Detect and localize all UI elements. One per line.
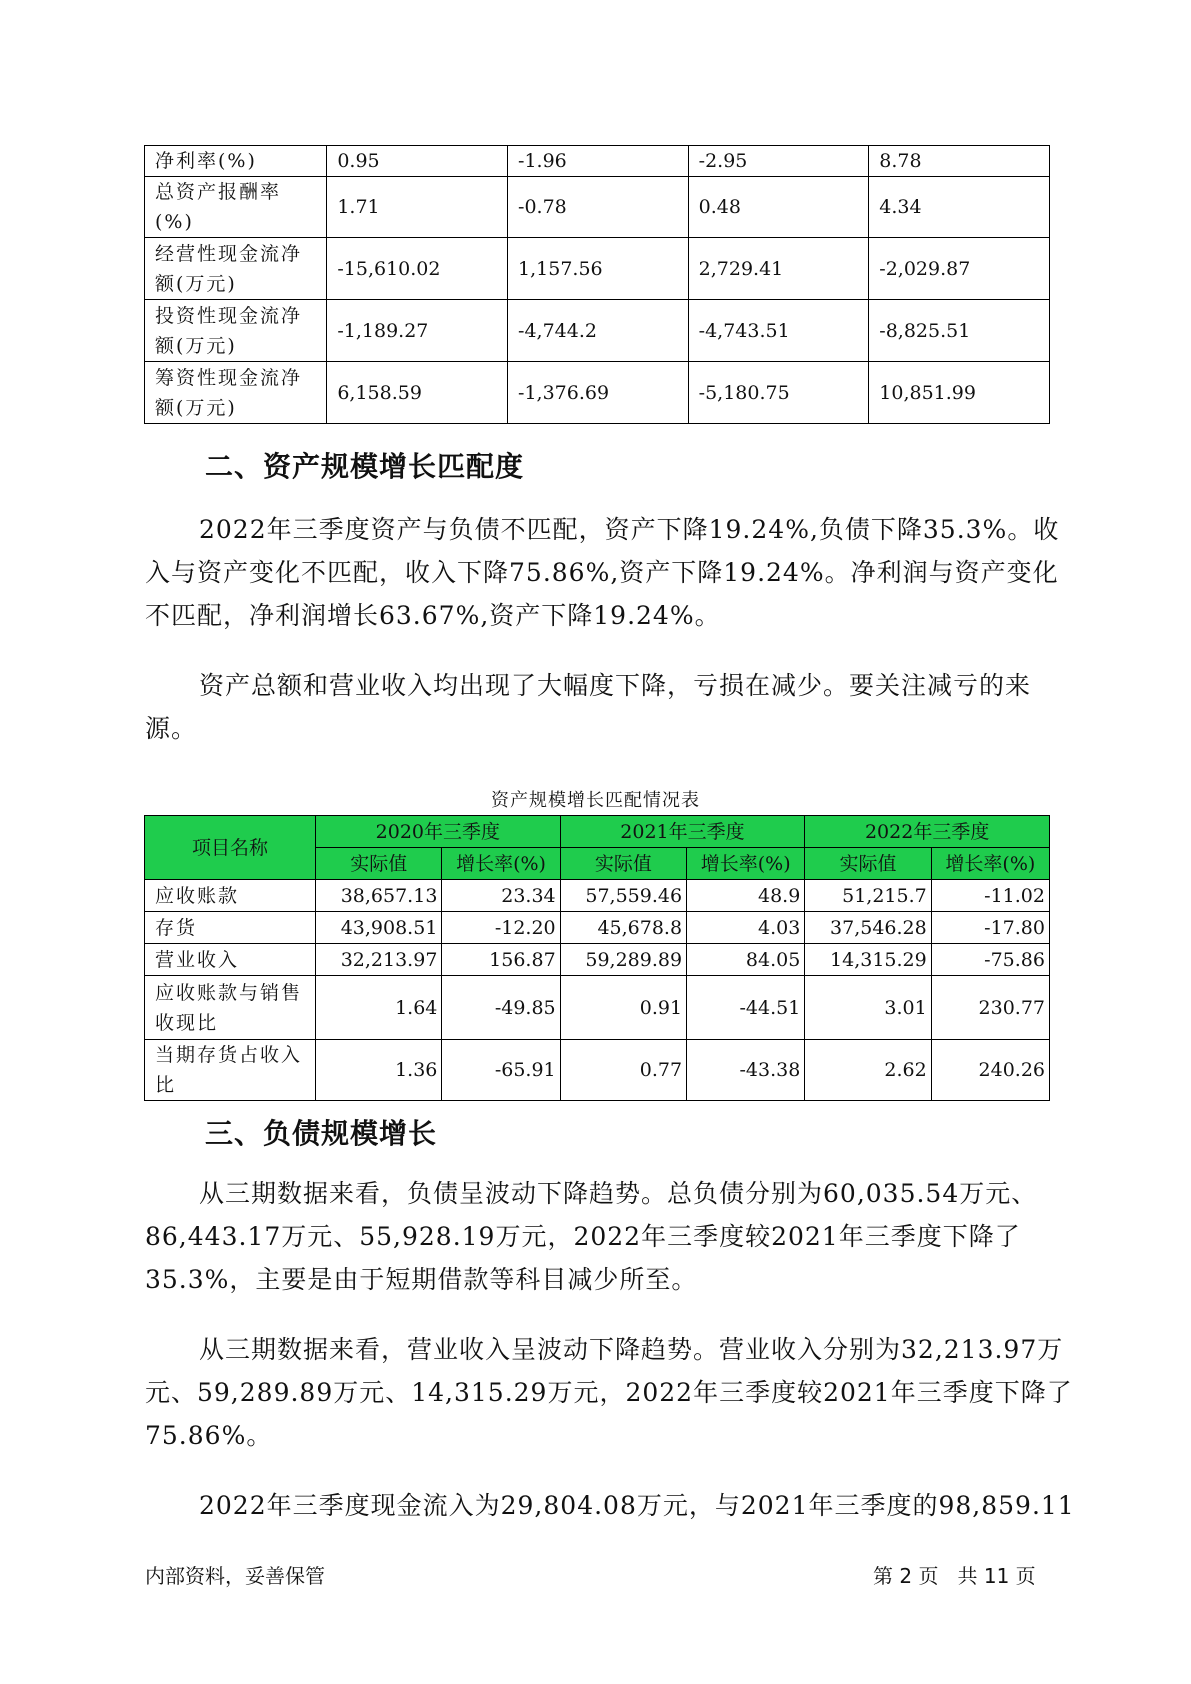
table-cell: -4,744.2 [508,300,689,362]
row-label: 净利率(%) [145,146,327,177]
table-cell: 0.95 [327,146,508,177]
table-cell: 38,657.13 [316,880,442,912]
table-cell: 37,546.28 [805,912,931,944]
table-cell: -15,610.02 [327,238,508,300]
table-cell: 59,289.89 [560,944,686,976]
table-cell: 45,678.8 [560,912,686,944]
table-row [145,1040,1050,1101]
row-label: 应收账款 [145,880,316,912]
page-number: 第 2 页 共 11 页 [873,1564,1036,1588]
table-cell: -5,180.75 [688,362,869,424]
table-cell: -43.38 [687,1040,805,1101]
table-row [145,944,1050,976]
table-cell: 0.91 [560,976,686,1040]
table-cell: 32,213.97 [316,944,442,976]
table-row [145,362,1050,424]
table-cell: -11.02 [931,880,1049,912]
table-cell: 8.78 [869,146,1050,177]
table-cell: 84.05 [687,944,805,976]
table-cell: 1.64 [316,976,442,1040]
row-label: 投资性现金流净额(万元) [145,300,327,362]
table-cell: 1.71 [327,177,508,238]
table-row [145,238,1050,300]
table-cell: -2.95 [688,146,869,177]
column-header: 增长率(%) [442,848,560,880]
table-cell: 156.87 [442,944,560,976]
table-cell: 4.34 [869,177,1050,238]
column-header: 2021年三季度 [560,816,805,848]
table-cell: 48.9 [687,880,805,912]
column-header: 实际值 [805,848,931,880]
table-cell: -75.86 [931,944,1049,976]
body-paragraph: 从三期数据来看，负债呈波动下降趋势。总负债分别为60,035.54万元、86,443.17万元、55,928.19万元，2022年三季度较2021年三季度下降了35.3%，主要是由于短期借款等科目减少所至。 [145,1179,1038,1294]
row-label: 应收账款与销售收现比 [145,976,316,1040]
table-cell: -1.96 [508,146,689,177]
column-header: 实际值 [316,848,442,880]
table-cell: -8,825.51 [869,300,1050,362]
footer-confidential-note: 内部资料，妥善保管 [145,1564,325,1588]
table-cell: -44.51 [687,976,805,1040]
body-paragraph: 资产总额和营业收入均出现了大幅度下降，亏损在减少。要关注减亏的来源。 [145,671,1032,743]
table-cell: -65.91 [442,1040,560,1101]
table-row [145,880,1050,912]
row-label: 当期存货占收入比 [145,1040,316,1101]
asset-growth-match-table [144,815,1050,1101]
table-cell: 10,851.99 [869,362,1050,424]
table-cell: -49.85 [442,976,560,1040]
body-paragraph: 2022年三季度资产与负债不匹配，资产下降19.24%,负债下降35.3%。收入与资产变化不匹配，收入下降75.86%,资产下降19.24%。净利润与资产变化不匹配，净利润增长63.67%,资产下降19.24%。 [145,515,1060,630]
body-paragraph: 从三期数据来看，营业收入呈波动下降趋势。营业收入分别为32,213.97万元、59,289.89万元、14,315.29万元，2022年三季度较2021年三季度下降了75.86%。 [145,1335,1073,1450]
column-header: 增长率(%) [931,848,1049,880]
table-cell: -1,189.27 [327,300,508,362]
table-cell: 2,729.41 [688,238,869,300]
section-heading: 二、资产规模增长匹配度 [205,450,525,483]
table-cell: -1,376.69 [508,362,689,424]
table-cell: 51,215.7 [805,880,931,912]
column-header: 项目名称 [145,816,316,880]
table-row [145,300,1050,362]
row-label: 营业收入 [145,944,316,976]
table-cell: 4.03 [687,912,805,944]
table-row [145,976,1050,1040]
table-cell: -12.20 [442,912,560,944]
column-header: 增长率(%) [687,848,805,880]
table-caption: 资产规模增长匹配情况表 [491,790,700,811]
column-header: 实际值 [560,848,686,880]
table-cell: 3.01 [805,976,931,1040]
column-header: 2022年三季度 [805,816,1050,848]
table-row [145,146,1050,177]
table-cell: 1,157.56 [508,238,689,300]
column-header: 2020年三季度 [316,816,561,848]
table-cell: 14,315.29 [805,944,931,976]
table-cell: 1.36 [316,1040,442,1101]
table-cell: 23.34 [442,880,560,912]
table-cell: 0.77 [560,1040,686,1101]
table-cell: -17.80 [931,912,1049,944]
table-cell: 230.77 [931,976,1049,1040]
table-cell: -2,029.87 [869,238,1050,300]
row-label: 总资产报酬率(%) [145,177,327,238]
table-cell: 6,158.59 [327,362,508,424]
row-label: 存货 [145,912,316,944]
table-cell: 43,908.51 [316,912,442,944]
table-row [145,912,1050,944]
table-cell: 57,559.46 [560,880,686,912]
body-paragraph: 2022年三季度现金流入为29,804.08万元，与2021年三季度的98,859.11 [199,1491,1075,1520]
financial-ratio-table [144,145,1050,424]
table-header-row [145,816,1050,848]
section-heading: 三、负债规模增长 [205,1117,438,1150]
table-cell: 0.48 [688,177,869,238]
table-cell: -0.78 [508,177,689,238]
table-cell: 2.62 [805,1040,931,1101]
table-cell: -4,743.51 [688,300,869,362]
row-label: 经营性现金流净额(万元) [145,238,327,300]
table-cell: 240.26 [931,1040,1049,1101]
table-row [145,177,1050,238]
row-label: 筹资性现金流净额(万元) [145,362,327,424]
